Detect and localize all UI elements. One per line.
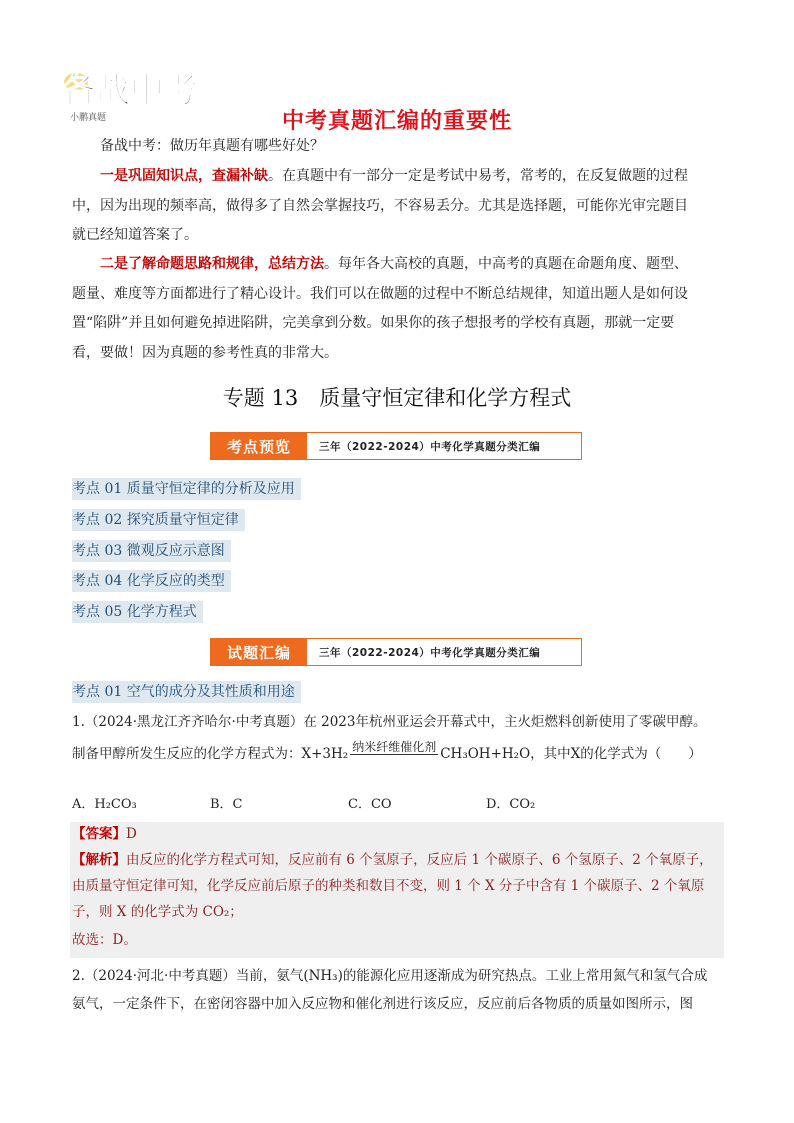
question-1-choices [72, 793, 624, 812]
analysis-line-3: 子，则 X 的化学式为 CO₂； [72, 904, 243, 920]
preview-item[interactable]: 考点 05 化学方程式 [72, 601, 203, 623]
preview-item[interactable]: 考点 01 质量守恒定律的分析及应用 [72, 478, 301, 500]
choice-d[interactable]: D．CO₂ [486, 797, 536, 812]
logo-text: 备战中考 [62, 71, 198, 111]
question-1-line-1: 1.（2024·黑龙江齐齐哈尔·中考真题）在 2023年杭州亚运会开幕式中，主火炬燃料创新使用了零碳甲醇。 [72, 714, 707, 730]
intro-question: 备战中考：做历年真题有哪些好处？ [100, 138, 324, 154]
analysis-line-4: 故选：D。 [72, 932, 137, 948]
banner-text: 三年（2022-2024）中考化学真题分类汇编 [319, 440, 541, 453]
preview-item[interactable]: 考点 02 探究质量守恒定律 [72, 509, 245, 531]
banner-tag: 试题汇编 [211, 639, 307, 665]
exercise-banner [210, 638, 582, 666]
choice-c[interactable]: C．CO [348, 797, 392, 812]
topic-title: 专题 13 质量守恒定律和化学方程式 [222, 386, 572, 410]
intro-paragraph-1: 一是巩固知识点，查漏补缺。在真题中有一部分一定是考试中易考，常考的，在反复做题的过程 中，因为出现的频率高，做得多了自然会掌握技巧，不容易丢分。尤其是选择题，可能你光审完题目 就已经知道答案了。 [72, 168, 688, 243]
choice-b[interactable]: B．C [210, 797, 243, 812]
answer-line: 【答案】D [72, 826, 137, 842]
banner-tag: 考点预览 [211, 433, 307, 459]
analysis-line-2: 由质量守恒定律可知，化学反应前后原子的种类和数目不变，则 1 个 X 分子中含有 1 个碳原子、2 个氧原 [72, 878, 705, 894]
question-1-equation-line: 制备甲醇所发生反应的化学方程式为：X+3H₂ 纳米纤维催化剂 CH₃OH+H₂O，其中X的化学式为（ ） [72, 740, 732, 769]
preview-item[interactable]: 考点 03 微观反应示意图 [72, 540, 231, 562]
preview-banner [210, 432, 582, 460]
intro-paragraph-2: 二是了解命题思路和规律，总结方法。每年各大高校的真题，中高考的真题在命题角度、题型、 题量、难度等方面都进行了精心设计。我们可以在做题的过程中不断总结规律，知道出题人是如何设 置“陷阱”并且如何避免掉进陷阱，完美拿到分数。如果你的孩子想报考的学校有真题，那就一定要 看，要做！因为真题的参考性真的非常大。 [72, 256, 688, 361]
analysis-line-1: 【解析】由反应的化学方程式可知，反应前有 6 个氢原子，反应后 1 个碳原子、6 个氢原子、2 个氧原子， [72, 852, 713, 868]
logo-subtext: 小鹏真题 [70, 113, 107, 123]
page-title: 中考真题汇编的重要性 [281, 109, 512, 134]
choice-a[interactable]: A．H₂CO₃ [72, 797, 137, 812]
reaction-condition: 纳米纤维催化剂 [352, 740, 437, 754]
question-2: 2.（2024·河北·中考真题）当前，氨气(NH₃)的能源化应用逐渐成为研究热点。工业上常用氮气和氢气合成 氨气，一定条件下，在密闭容器中加入反应物和催化剂进行该反应，反应前后各物质的质量如图所示，图 [72, 968, 708, 1012]
banner-text: 三年（2022-2024）中考化学真题分类汇编 [319, 646, 541, 659]
section-heading: 考点 01 空气的成分及其性质和用途 [72, 681, 301, 703]
preview-item[interactable]: 考点 04 化学反应的类型 [72, 570, 231, 592]
